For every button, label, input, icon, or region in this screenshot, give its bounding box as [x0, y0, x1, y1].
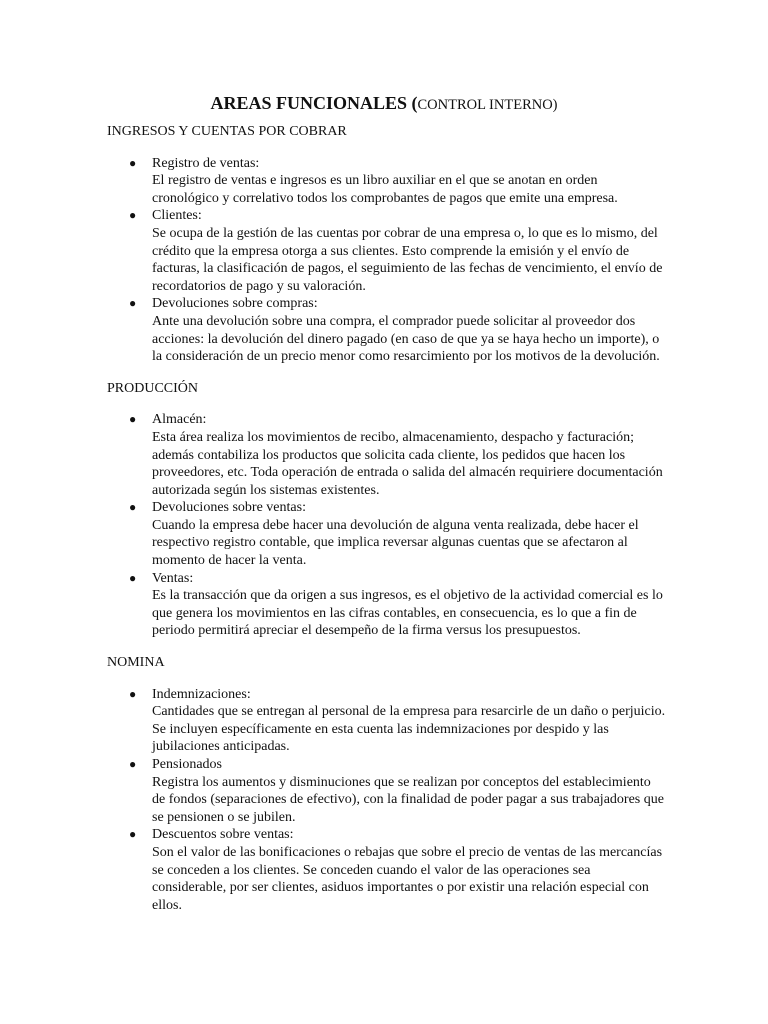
list-item — [129, 826, 667, 914]
page-title — [0, 92, 768, 116]
item-title: Indemnizaciones: — [152, 686, 251, 702]
list-item — [129, 570, 667, 640]
item-description: Registra los aumentos y disminuciones que se realizan por conceptos del establecimiento de fondos (separaciones de efectivo), con la finalidad de poder pagar a sus trabajadores que se pensionen o se jubilen. — [152, 774, 664, 825]
item-description: El registro de ventas e ingresos es un libro auxiliar en el que se anotan en orden cronológico y correlativo todos los comprobantes de pagos que emite una empresa. — [152, 173, 618, 206]
item-title: Descuentos sobre ventas: — [152, 827, 294, 843]
item-description: Ante una devolución sobre una compra, el comprador puede solicitar al proveedor dos acciones: la devolución del dinero pagado (en caso de que ya se haya hecho un importe), o la consideración de un precio menor como resarcimiento por los motivos de la devolución. — [152, 313, 660, 365]
item-title: Ventas: — [152, 570, 194, 586]
item-title: Almacén: — [152, 412, 207, 428]
bullet-icon: ● — [129, 296, 137, 311]
section-list-produccion — [107, 411, 667, 640]
item-description: Es la transacción que da origen a sus ingresos, es el objetivo de la actividad comercial es lo que genera los movimientos en las cifras contables, en consecuencia, es lo que a fin de periodo permitirá apreciar el desempeño de la firma versus los presupuestos. — [152, 588, 663, 639]
list-item — [129, 686, 667, 756]
item-title: Devoluciones sobre ventas: — [152, 500, 306, 516]
item-title: Devoluciones sobre compras: — [152, 296, 318, 312]
list-item — [129, 295, 667, 365]
document-body — [107, 123, 667, 928]
bullet-icon: ● — [129, 757, 137, 771]
item-description: Se ocupa de la gestión de las cuentas por cobrar de una empresa o, lo que es lo mismo, del crédito que la empresa otorga a sus clientes. Esto comprende la emisión y el envío de facturas, la clasificación de pagos, el seguimiento de las fechas de vencimiento, el envío de recordatorios de pago y su valoración. — [152, 225, 663, 294]
section-heading-produccion: PRODUCCIÓN — [107, 380, 199, 396]
bullet-icon: ● — [129, 155, 137, 170]
bullet-icon: ● — [129, 208, 137, 223]
list-item — [129, 756, 667, 826]
bullet-icon: ● — [129, 686, 137, 701]
item-description: Cuando la empresa debe hacer una devolución de alguna venta realizada, debe hacer el respectivo registro contable, que implica reversar algunas cuentas que se afectaron al momento de hacer la venta. — [152, 517, 639, 569]
list-item — [129, 499, 667, 569]
list-item — [129, 411, 667, 499]
bullet-icon: ● — [129, 412, 137, 427]
section-list-ingresos — [107, 155, 667, 366]
section-heading-nomina: NOMINA — [107, 655, 165, 671]
bullet-icon: ● — [129, 500, 137, 515]
list-item — [129, 155, 667, 208]
bullet-icon: ● — [129, 570, 137, 585]
section-heading-ingresos: INGRESOS Y CUENTAS POR COBRAR — [107, 124, 347, 139]
section-list-nomina — [107, 686, 667, 915]
item-description: Son el valor de las bonificaciones o rebajas que sobre el precio de ventas de las mercancías se conceden a los clientes. Se conceden cuando el valor de las operaciones sea considerable, por ser clientes, asiduos importantes o por existir una relación especial con ellos. — [152, 844, 663, 913]
title-main: AREAS FUNCIONALES ( — [210, 93, 418, 113]
title-sub: CONTROL INTERNO) — [417, 97, 558, 113]
item-title: Registro de ventas: — [152, 155, 260, 171]
item-description: Esta área realiza los movimientos de recibo, almacenamiento, despacho y facturación; además contabiliza los productos que solicita cada cliente, los pedidos que hacen los proveedores, etc. Toda operación de entrada o salida del almacén requiriere documentación autorizada según los sistemas existentes. — [152, 429, 663, 498]
item-title: Clientes: — [152, 208, 202, 224]
list-item — [129, 207, 667, 295]
item-title: Pensionados — [152, 757, 222, 772]
item-description: Cantidades que se entregan al personal de la empresa para resarcirle de un daño o perjuicio. Se incluyen específicamente en esta cuenta las indemnizaciones por despido y las jubilaciones anticipadas. — [152, 704, 666, 755]
bullet-icon: ● — [129, 827, 137, 842]
